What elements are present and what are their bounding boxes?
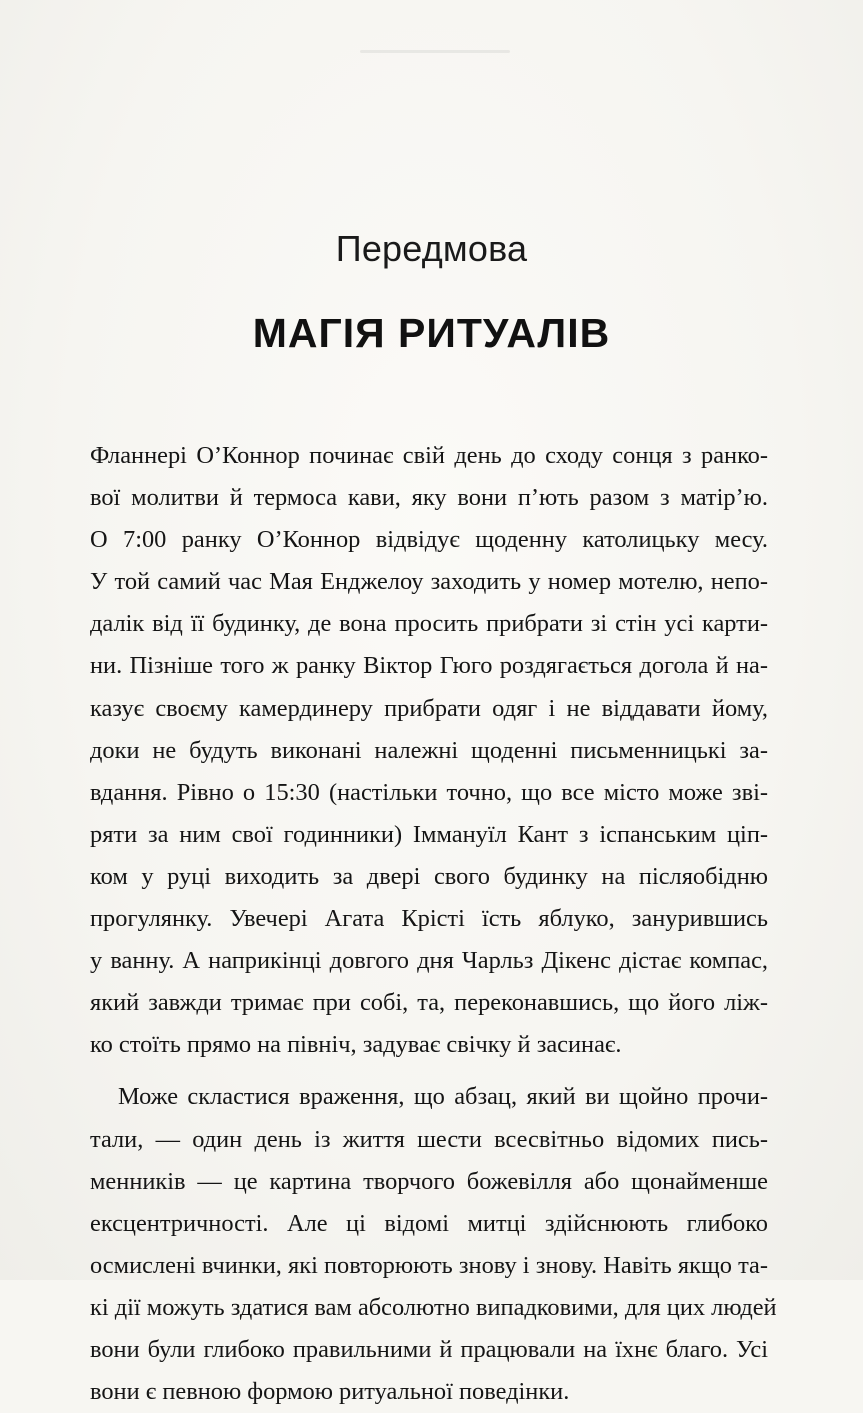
text-line: прогулянку. Увечері Агата Крісті їсть яблуко, занурившись <box>90 905 768 933</box>
text-line: тали, — один день із життя шести всесвітньо відомих пись- <box>90 1125 768 1153</box>
text-line: який завжди тримає при собі, та, переконавшись, що його ліж- <box>90 989 768 1017</box>
text-line: О 7:00 ранку О’Коннор відвідує щоденну католицьку месу. <box>90 526 768 554</box>
text-line: вої молитви й термоса кави, яку вони п’ють разом з матір’ю. <box>90 484 768 512</box>
text-line: осмислені вчинки, які повторюють знову і знову. Навіть якщо та- <box>90 1251 768 1279</box>
text-line: казує своєму камердинеру прибрати одяг і не віддавати йому, <box>90 694 768 722</box>
text-line: вони були глибоко правильними й працювали на їхнє благо. Усі <box>90 1335 768 1363</box>
text-line: вдання. Рівно о 15:30 (настільки точно, що все місто може зві- <box>90 778 768 806</box>
text-line: вони є певною формою ритуальної поведінки. <box>90 1378 570 1406</box>
text-line: доки не будуть виконані належні щоденні письменницькі за- <box>90 736 768 764</box>
text-line: менників — це картина творчого божевілля або щонайменше <box>90 1167 768 1195</box>
text-line: Може скластися враження, що абзац, який ви щойно прочи- <box>118 1083 768 1111</box>
chapter-title: МАГІЯ РИТУАЛІВ <box>252 310 611 356</box>
body-text <box>90 435 777 1413</box>
text-line: ни. Пізніше того ж ранку Віктор Гюго роздягається догола й на- <box>90 652 768 680</box>
text-line: ексцентричності. Але ці відомі митці здійснюють глибоко <box>90 1209 768 1237</box>
text-line: Фланнері О’Коннор починає свій день до сходу сонця з ранко- <box>90 442 768 469</box>
chapter-label: Передмова <box>335 228 528 269</box>
bleed-through-header <box>360 50 510 53</box>
text-line: далік від її будинку, де вона просить прибрати зі стін усі карти- <box>90 610 768 638</box>
text-line: у ванну. А наприкінці довгого дня Чарльз Дікенс дістає компас, <box>90 947 768 975</box>
text-line: ряти за ним свої годинники) Іммануїл Кант з іспанським ціп- <box>90 820 768 848</box>
text-line: ко стоїть прямо на північ, задуває свічку й засинає. <box>90 1031 622 1059</box>
text-line: ком у руці виходить за двері свого будинку на післяобідню <box>90 862 768 890</box>
paragraph-2 <box>90 1076 777 1413</box>
text-line: кі дії можуть здатися вам абсолютно випадковими, для цих людей <box>90 1293 777 1321</box>
text-line: У той самий час Мая Енджелоу заходить у номер мотелю, непо- <box>90 568 768 596</box>
paragraph-1 <box>90 435 768 1066</box>
